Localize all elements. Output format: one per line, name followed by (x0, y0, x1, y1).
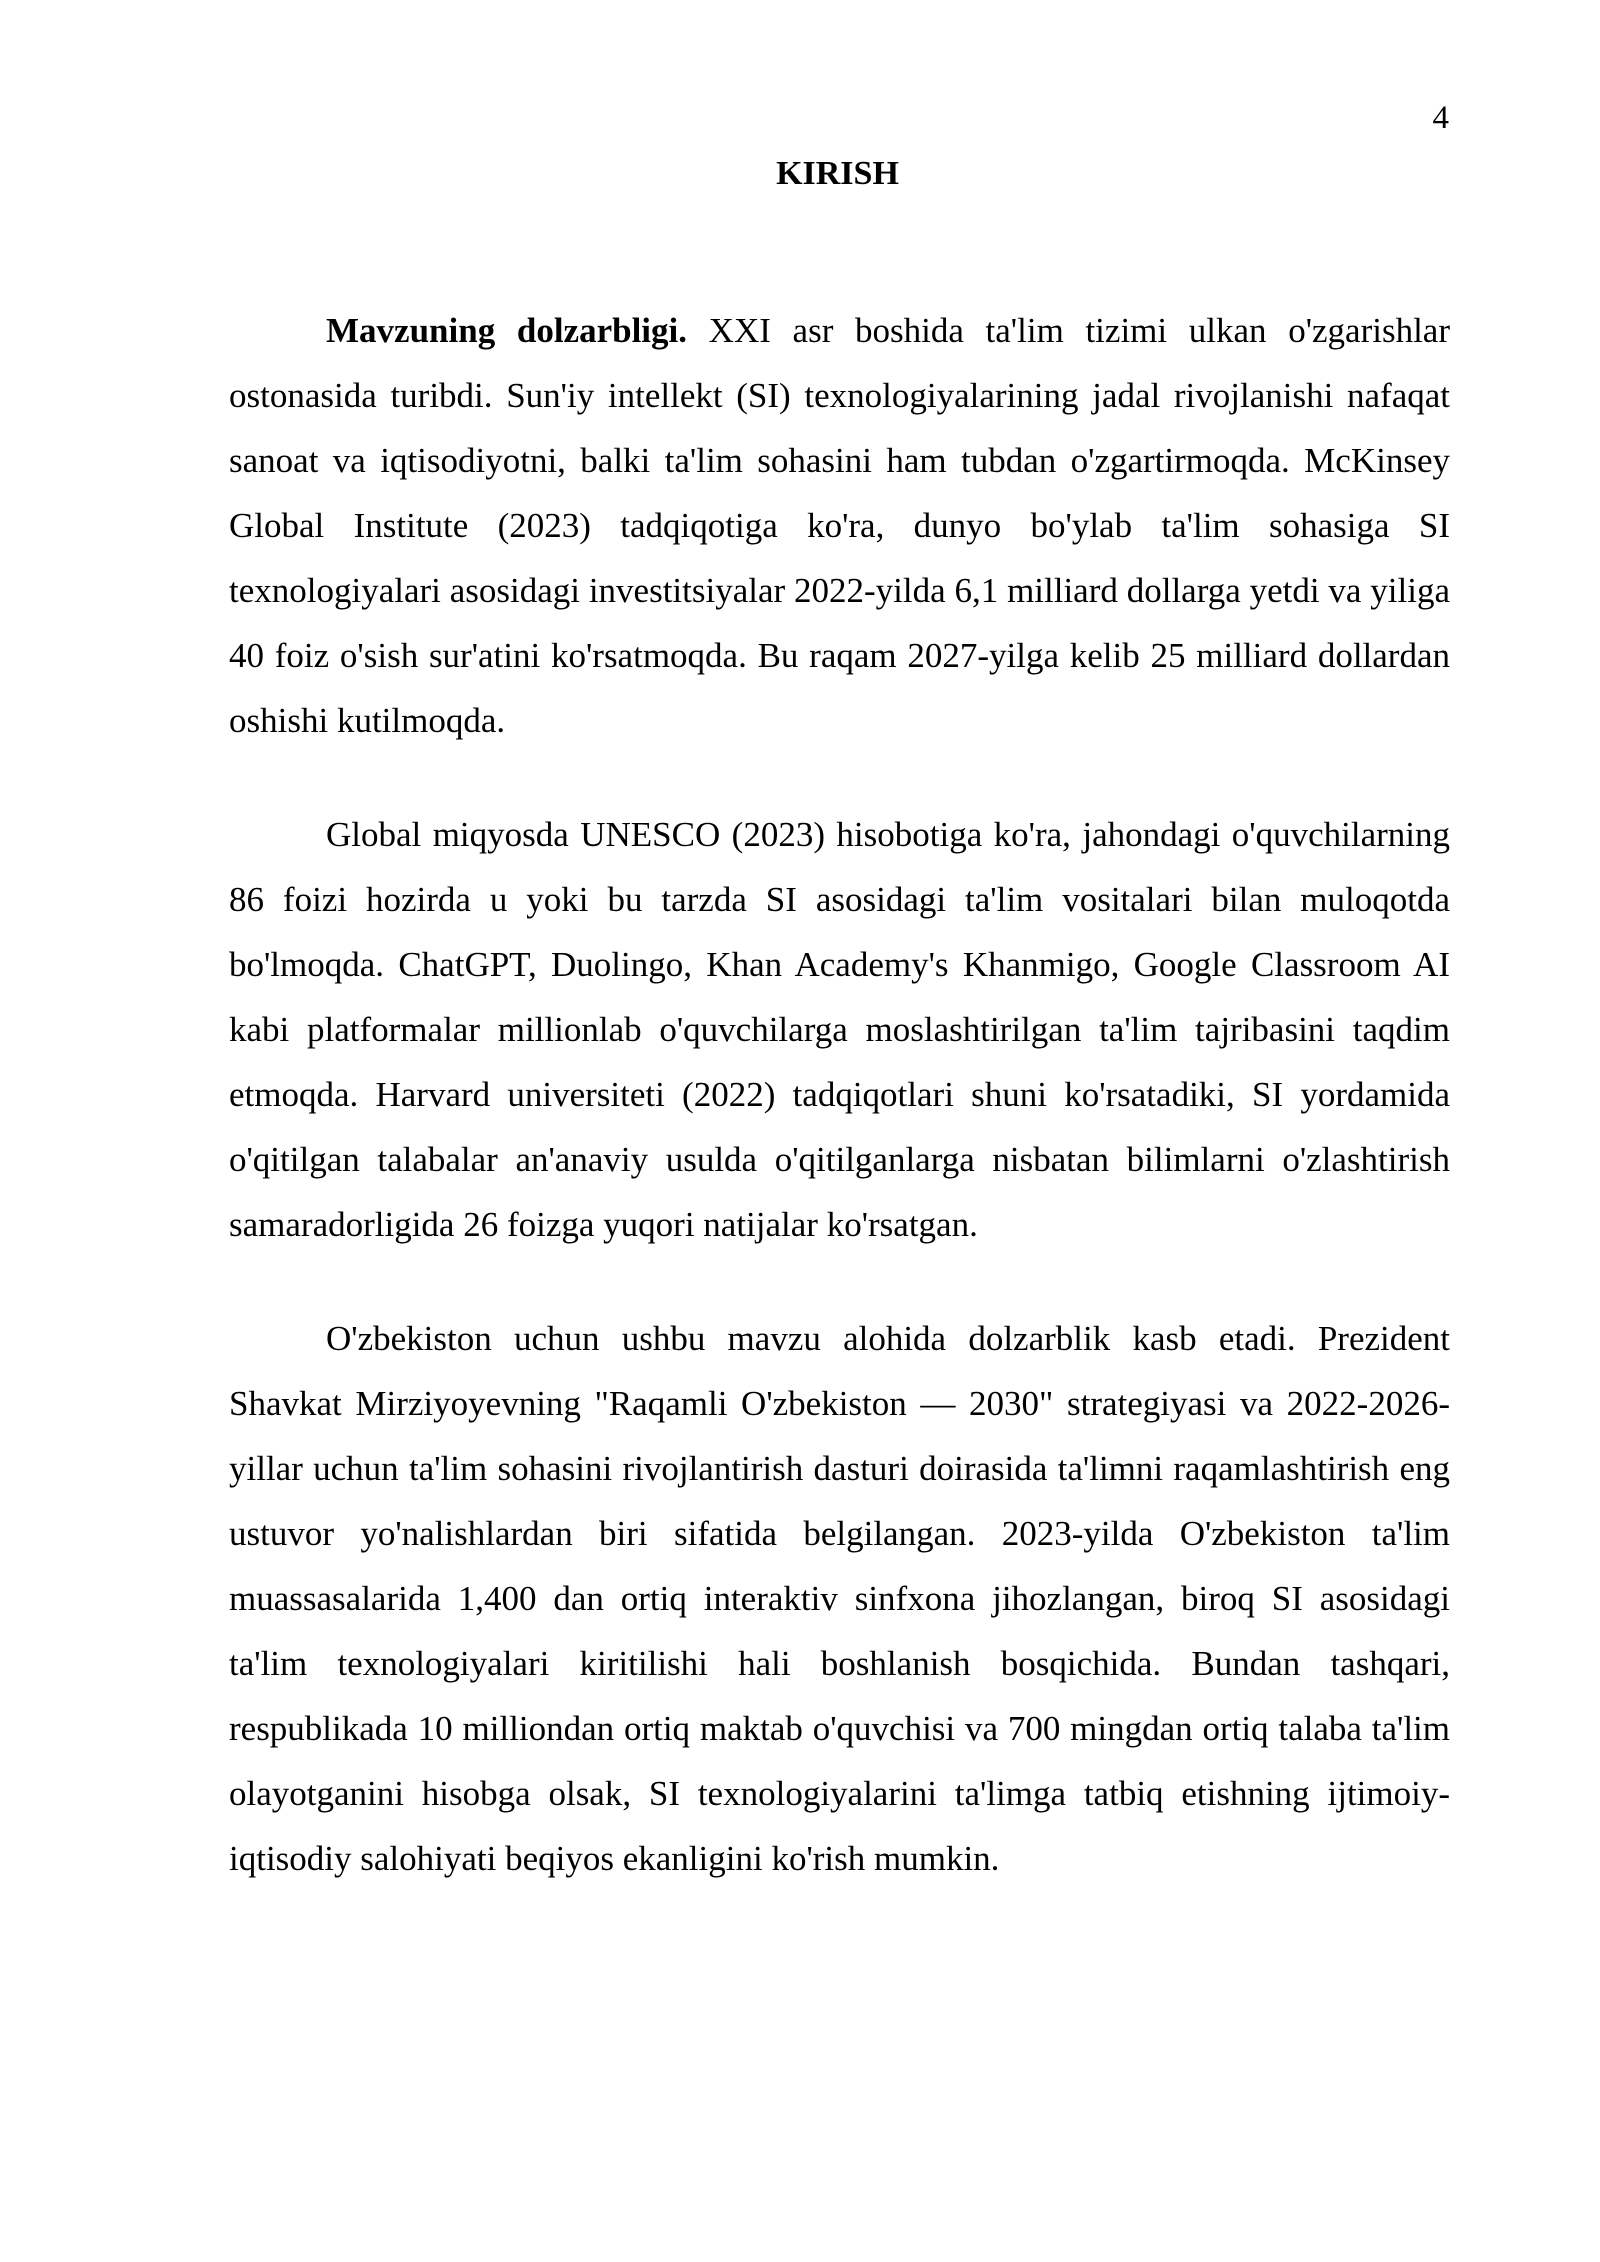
body-text (229, 298, 1450, 1940)
paragraph-text: Global miqyosda UNESCO (2023) hisobotiga ko'ra, jahondagi o'quvchilarning 86 foizi hozirda u yoki bu tarzda SI asosidagi ta'lim vositalari bilan muloqotda bo'lmoqda. ChatGPT, Duolingo, Khan Academy's Khanmigo, Google Classroom AI kabi platformalar millionlab o'quvchilarga moslashtirilgan ta'lim tajribasini taqdim etmoqda. Harvard universiteti (2022) tadqiqotlari shuni ko'rsatadiki, SI yordamida o'qitilgan talabalar an'anaviy usulda o'qitilganlarga nisbatan bilimlarni o'zlashtirish samaradorligida 26 foizga yuqori natijalar ko'rsatgan. (229, 815, 1450, 1244)
section-heading: KIRISH (776, 155, 899, 192)
paragraph-uzbekistan (229, 1306, 1450, 1891)
page-number: 4 (1432, 100, 1449, 136)
paragraph-global (229, 802, 1450, 1257)
paragraph-text: O'zbekiston uchun ushbu mavzu alohida dolzarblik kasb etadi. Prezident Shavkat Mirziyoyevning "Raqamli O'zbekiston — 2030" strategiyasi va 2022-2026-yillar uchun ta'lim sohasini rivojlantirish dasturi doirasida ta'limni raqamlashtirish eng ustuvor yo'nalishlardan biri sifatida belgilangan. 2023-yilda O'zbekiston ta'lim muassasalarida 1,400 dan ortiq interaktiv sinfxona jihozlangan, biroq SI asosidagi ta'lim texnologiyalari kiritilishi hali boshlanish bosqichida. Bundan tashqari, respublikada 10 milliondan ortiq maktab o'quvchisi va 700 mingdan ortiq talaba ta'lim olayotganini hisobga olsak, SI texnologiyalarini ta'limga tatbiq etishning ijtimoiy-iqtisodiy salohiyati beqiyos ekanligini ko'rish mumkin. (229, 1319, 1450, 1878)
paragraph-relevance (229, 298, 1450, 753)
paragraph-text: XXI asr boshida ta'lim tizimi ulkan o'zgarishlar ostonasida turibdi. Sun'iy intellekt (SI) texnologiyalarining jadal rivojlanishi nafaqat sanoat va iqtisodiyotni, balki ta'lim sohasini ham tubdan o'zgartirmoqda. McKinsey Global Institute (2023) tadqiqotiga ko'ra, dunyo bo'ylab ta'lim sohasiga SI texnologiyalari asosidagi investitsiyalar 2022-yilda 6,1 milliard dollarga yetdi va yiliga 40 foiz o'sish sur'atini ko'rsatmoqda. Bu raqam 2027-yilga kelib 25 milliard dollardan oshishi kutilmoqda. (229, 311, 1450, 740)
paragraph-lead: Mavzuning dolzarbligi. (326, 311, 687, 350)
